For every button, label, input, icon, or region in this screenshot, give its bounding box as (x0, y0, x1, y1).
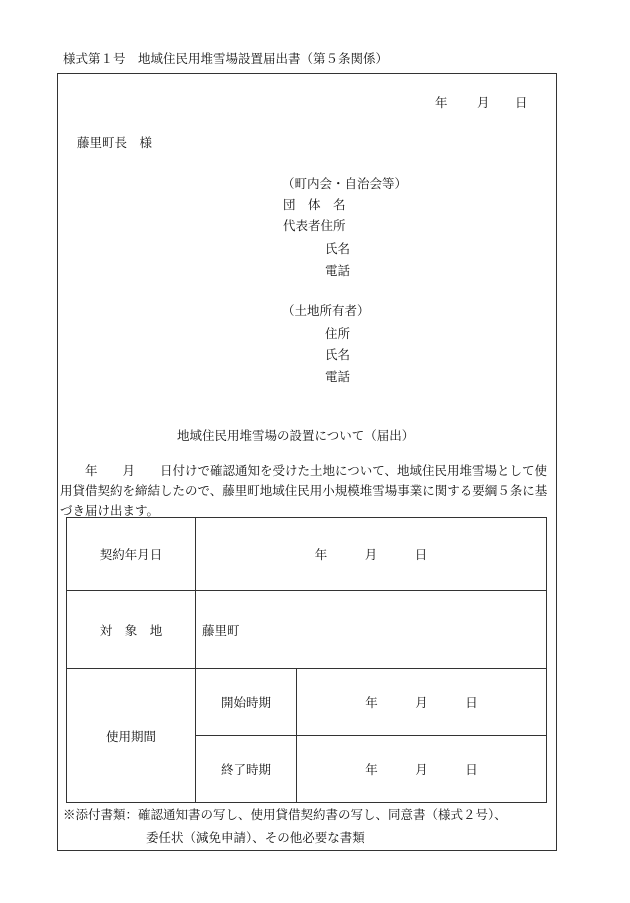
rep-address-label: 代表者住所 (283, 218, 346, 233)
rep-phone-label: 電話 (325, 263, 351, 278)
contract-date-value: 年 月 日 (196, 518, 547, 591)
form-title: 様式第１号 地域住民用堆雪場設置届出書（第５条関係） (63, 51, 389, 66)
end-label: 終了時期 (196, 736, 297, 803)
attachments-line-1: ※添付書類：確認通知書の写し、使用貸借契約書の写し、同意書（様式２号）、 (63, 807, 507, 822)
group-name-label: 団 体 名 (283, 197, 346, 212)
group-heading: （町内会・自治会等） (282, 176, 408, 191)
date-month: 月 (477, 95, 490, 110)
attachments-line-2: 委任状（減免申請）、その他必要な書類 (146, 830, 365, 845)
start-value: 年 月 日 (297, 669, 547, 736)
owner-phone-label: 電話 (325, 369, 351, 384)
body-paragraph: 年 月 日付けで確認通知を受けた土地について、地域住民用堆雪場として使用貸借契約を締結したので、藤里町地域住民用小規模堆雪場事業に関する要綱５条に基づき届け出ます。 (60, 463, 548, 518)
site-label: 対 象 地 (67, 591, 196, 669)
info-table (66, 517, 547, 803)
subject-title: 地域住民用堆雪場の設置について（届出） (177, 428, 415, 443)
date-day: 日 (515, 95, 528, 110)
period-label: 使用期間 (67, 669, 196, 803)
site-value: 藤里町 (196, 591, 547, 669)
owner-name-label: 氏名 (325, 347, 351, 362)
owner-heading: （土地所有者） (282, 303, 370, 318)
date-year: 年 (435, 95, 448, 110)
end-value: 年 月 日 (297, 736, 547, 803)
owner-address-label: 住所 (325, 326, 351, 341)
addressee: 藤里町長 様 (77, 135, 153, 150)
rep-name-label: 氏名 (325, 241, 351, 256)
start-label: 開始時期 (196, 669, 297, 736)
contract-date-label: 契約年月日 (67, 518, 196, 591)
